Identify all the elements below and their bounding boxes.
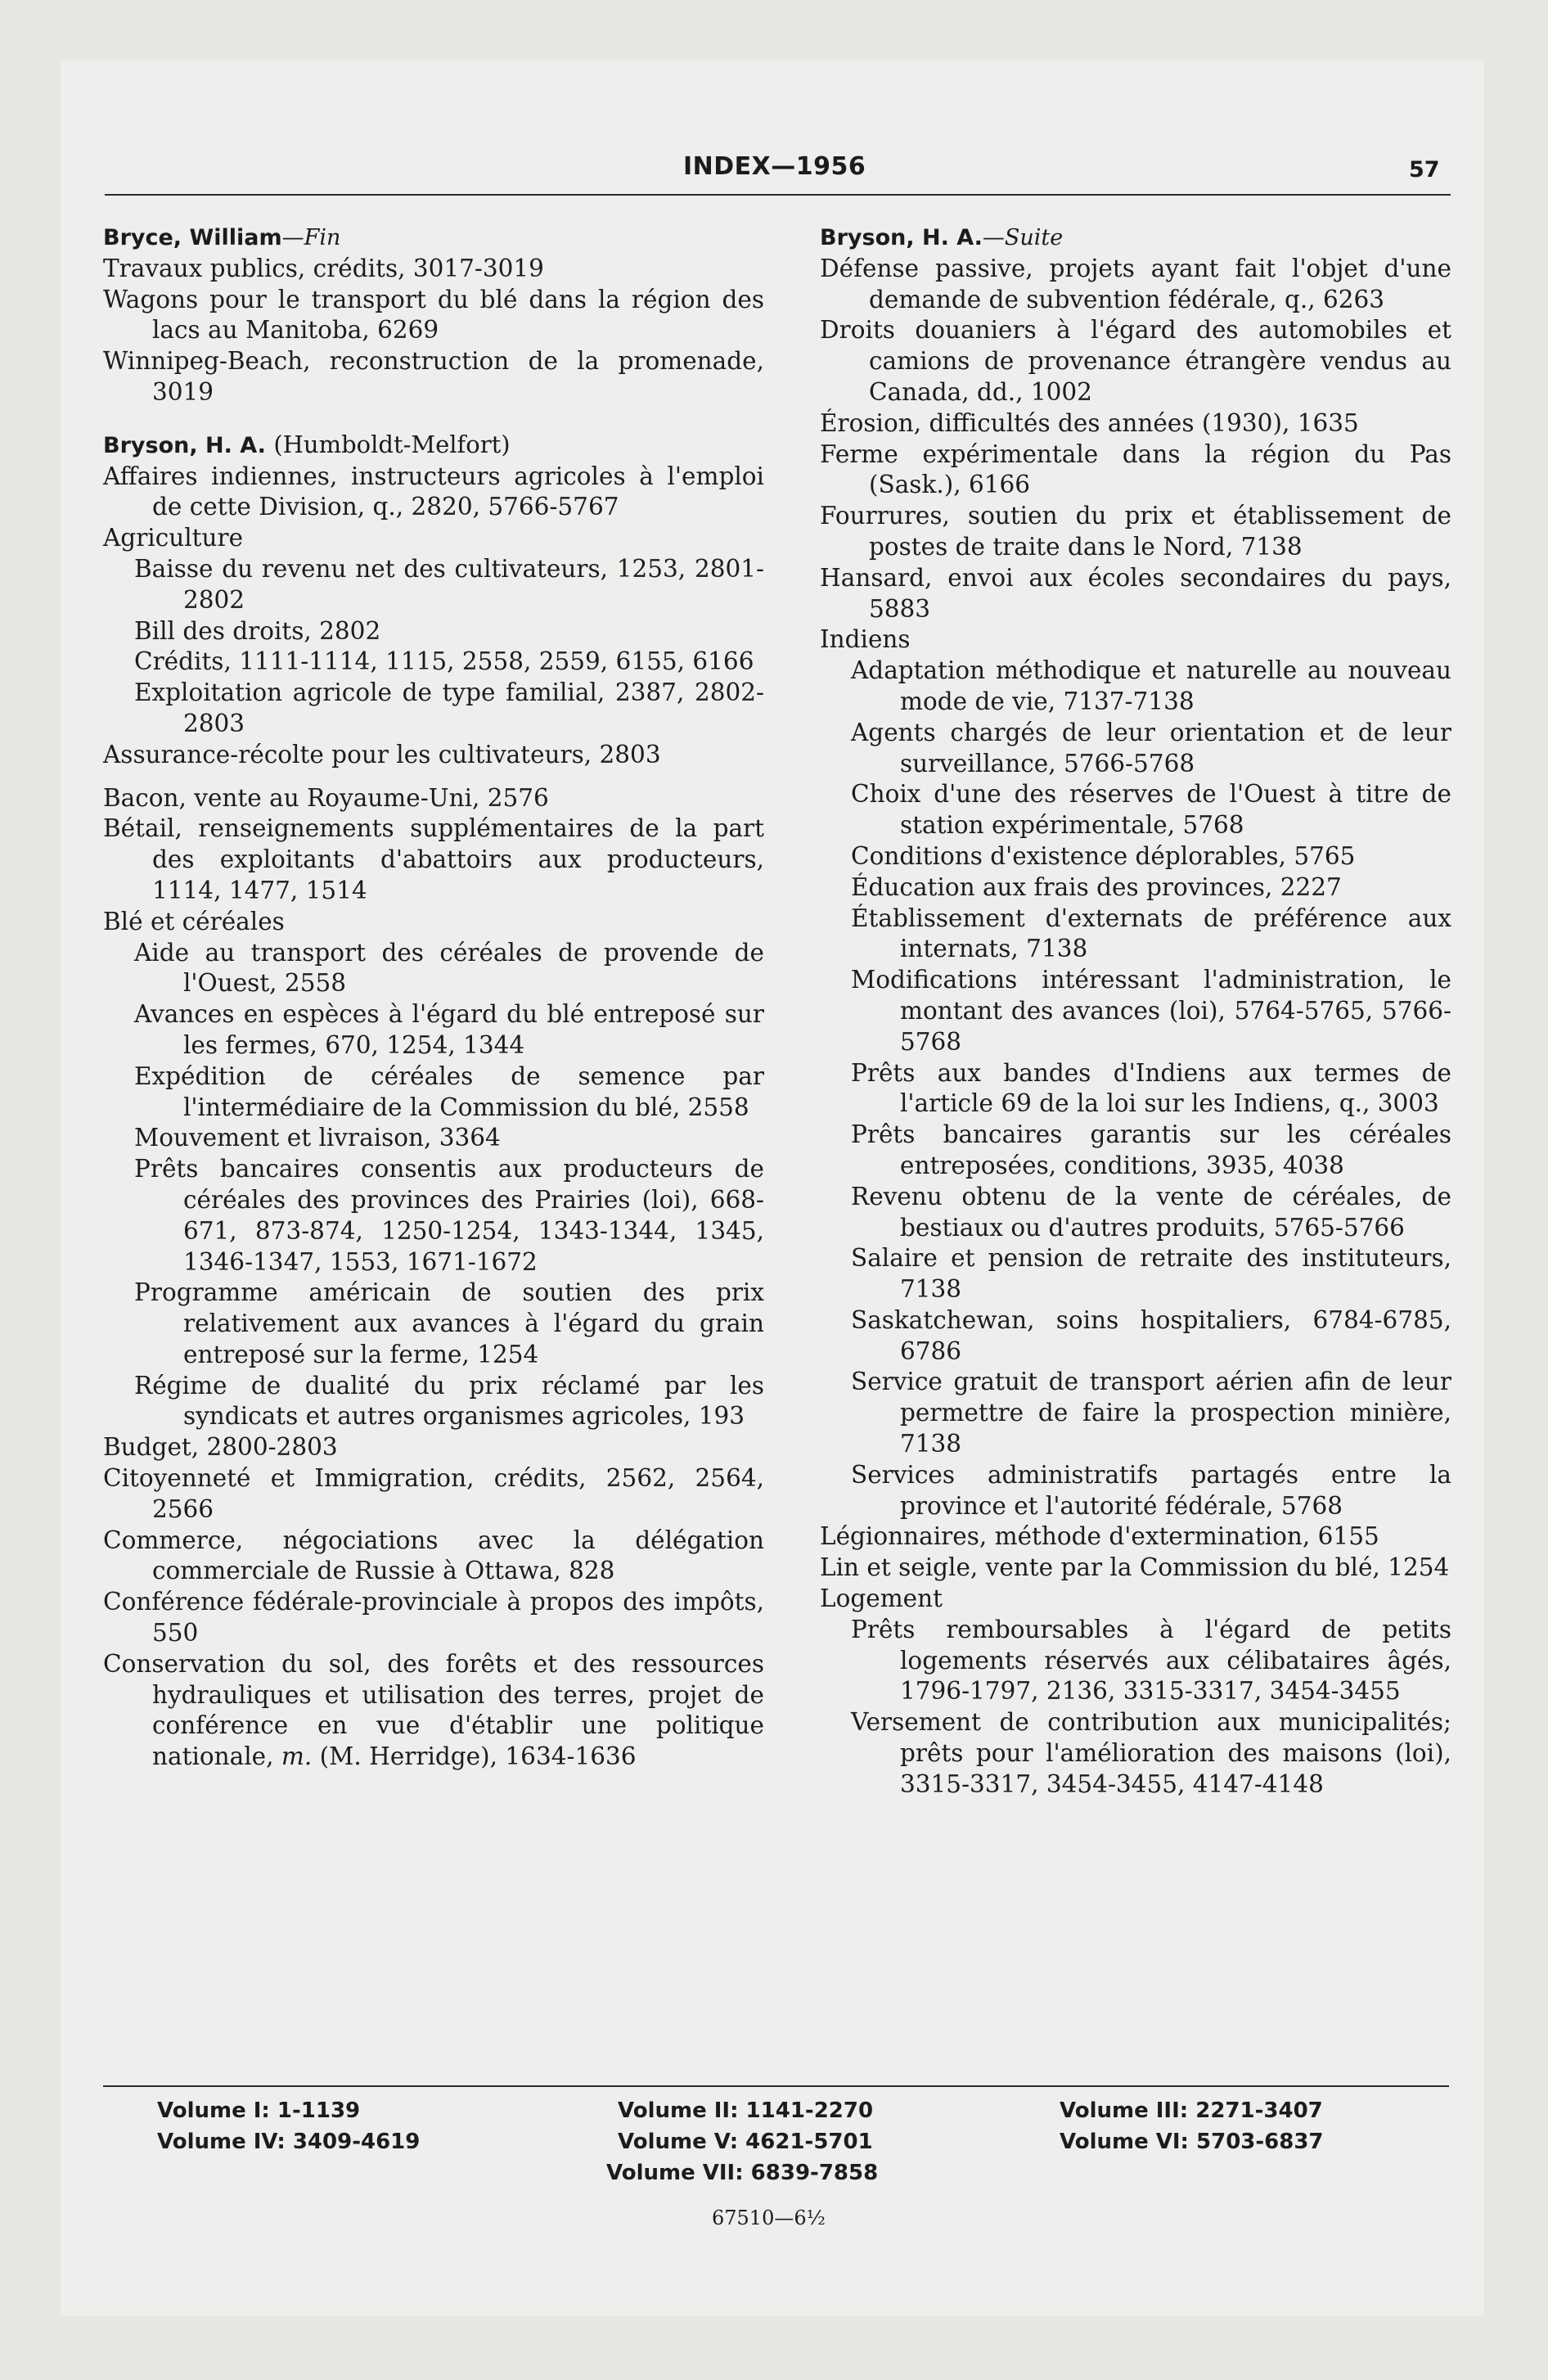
entry-text: Aide au transport des céréales de provende de l'Ouest, 2558 <box>134 938 764 998</box>
entry-text: Adaptation méthodique et naturelle au nouveau mode de vie, 7137-7138 <box>851 656 1451 715</box>
index-subentry <box>134 938 764 1000</box>
heading-suffix: —Fin <box>281 225 341 250</box>
heading-suffix: (Humboldt-Melfort) <box>273 430 511 458</box>
entry-text: Logement <box>820 1584 943 1613</box>
index-subentry <box>851 718 1451 780</box>
index-subentry <box>851 1367 1451 1459</box>
entry-text: Conditions d'existence déplorables, 5765 <box>851 841 1356 870</box>
entry-text: Bétail, renseignements supplémentaires de la part des exploitants d'abattoirs aux producteurs, 1114, 1477, 1514 <box>103 814 764 904</box>
entry-text: Prêts remboursables à l'égard de petits logements réservés aux célibataires âgés, 1796-1797, 2136, 3315-3317, 3454-3455 <box>851 1615 1451 1706</box>
entry-text: Modifications intéressant l'administration, le montant des avances (loi), 5764-5765, 5766-5768 <box>851 966 1451 1056</box>
entry-text: Conférence fédérale-provinciale à propos des impôts, 550 <box>103 1588 764 1648</box>
entry-text: Winnipeg-Beach, reconstruction de la promenade, 3019 <box>103 347 764 406</box>
index-heading <box>103 430 764 462</box>
index-subentry <box>134 999 764 1062</box>
entry-text: Fourrures, soutien du prix et établissement de postes de traite dans le Nord, 7138 <box>820 502 1451 561</box>
index-subentry <box>134 554 764 616</box>
entry-text: Choix d'une des réserves de l'Ouest à titre de station expérimentale, 5768 <box>851 780 1451 840</box>
index-subentry <box>134 647 764 678</box>
index-subentry <box>134 1123 764 1154</box>
index-subentry <box>851 1305 1451 1368</box>
heading-name: Bryce, William <box>103 225 282 250</box>
header-rule <box>105 194 1451 196</box>
index-subentry <box>134 1062 764 1124</box>
entry-text: Mouvement et livraison, 3364 <box>134 1124 501 1152</box>
entry-text: Prêts aux bandes d'Indiens aux termes de l'article 69 de la loi sur les Indiens, q., 3003 <box>851 1058 1451 1118</box>
footer-rule <box>103 2085 1449 2087</box>
index-subentry <box>851 872 1451 904</box>
index-subentry <box>851 656 1451 718</box>
volume-range-7: Volume VII: 6839-7858 <box>606 2161 879 2185</box>
index-entry <box>820 624 1451 656</box>
index-subentry <box>134 1371 764 1433</box>
volume-range-1: Volume I: 1-1139 <box>157 2098 361 2123</box>
entry-text: Blé et céréales <box>103 907 285 935</box>
index-entry <box>103 254 764 285</box>
entry-text: Bacon, vente au Royaume-Uni, 2576 <box>103 783 549 812</box>
running-header-title: INDEX—1956 <box>683 152 866 181</box>
index-subentry <box>851 1243 1451 1305</box>
index-entry <box>103 523 764 554</box>
index-entry <box>820 1521 1451 1553</box>
entry-text: Citoyenneté et Immigration, crédits, 2562, 2564, 2566 <box>103 1464 764 1523</box>
index-entry <box>820 315 1451 408</box>
index-subentry <box>851 904 1451 966</box>
volume-range-3: Volume III: 2271-3407 <box>1060 2098 1323 2123</box>
index-subentry <box>134 1154 764 1278</box>
entry-text: Ferme expérimentale dans la région du Pas (Sask.), 6166 <box>820 439 1451 499</box>
entry-tail: (M. Herridge), 1634-1636 <box>312 1742 637 1771</box>
volume-range-4: Volume IV: 3409-4619 <box>157 2130 421 2154</box>
entry-text: Conservation du sol, des forêts et des ressources hydrauliques et utilisation des terres, projet de conférence en vue d'établir une politique nationale, <box>103 1649 764 1771</box>
page-number: 57 <box>1409 157 1440 183</box>
entry-text: Saskatchewan, soins hospitaliers, 6784-6785, 6786 <box>851 1305 1451 1365</box>
entry-text: Exploitation agricole de type familial, 2387, 2802-2803 <box>134 678 764 737</box>
index-heading <box>820 223 1451 254</box>
entry-abbrev: m. <box>281 1742 313 1771</box>
entry-text: Agriculture <box>103 524 244 552</box>
index-subentry <box>134 616 764 647</box>
index-entry <box>820 439 1451 502</box>
index-subentry <box>851 1120 1451 1182</box>
index-entry <box>820 1553 1451 1584</box>
index-entry <box>820 563 1451 625</box>
entry-text: Baisse du revenu net des cultivateurs, 1253, 2801-2802 <box>134 554 764 614</box>
entry-text: Régime de dualité du prix réclamé par les syndicats et autres organismes agricoles, 193 <box>134 1371 764 1431</box>
entry-text: Crédits, 1111-1114, 1115, 2558, 2559, 6155, 6166 <box>134 647 754 676</box>
entry-text: Érosion, difficultés des années (1930), 1635 <box>820 408 1359 437</box>
heading-name: Bryson, H. A. <box>820 225 983 250</box>
index-entry <box>820 408 1451 439</box>
volume-range-5: Volume V: 4621-5701 <box>618 2130 873 2154</box>
entry-text: Droits douaniers à l'égard des automobiles et camions de provenance étrangère vendus au Canada, dd., 1002 <box>820 316 1451 406</box>
entry-text: Prêts bancaires garantis sur les céréales entreposées, conditions, 3935, 4038 <box>851 1120 1451 1179</box>
entry-text: Programme américain de soutien des prix relativement aux avances à l'égard du grain entreposé sur la ferme, 1254 <box>134 1278 764 1368</box>
index-subentry <box>851 841 1451 872</box>
index-entry <box>103 1526 764 1588</box>
index-entry <box>820 254 1451 316</box>
index-subentry <box>851 779 1451 841</box>
index-entry <box>103 462 764 524</box>
index-entry <box>820 501 1451 563</box>
entry-text: Budget, 2800-2803 <box>103 1433 338 1462</box>
entry-text: Commerce, négociations avec la délégation commerciale de Russie à Ottawa, 828 <box>103 1526 764 1585</box>
index-subentry <box>851 1707 1451 1800</box>
entry-text: Indiens <box>820 625 911 654</box>
index-entry <box>103 1649 764 1773</box>
heading-name: Bryson, H. A. <box>103 432 266 458</box>
entry-text: Wagons pour le transport du blé dans la région des lacs au Manitoba, 6269 <box>103 285 764 345</box>
left-column <box>103 223 764 1773</box>
entry-text: Bill des droits, 2802 <box>134 616 381 645</box>
index-subentry <box>851 965 1451 1057</box>
entry-text: Salaire et pension de retraite des instituteurs, 7138 <box>851 1244 1451 1304</box>
heading-suffix: —Suite <box>982 225 1064 250</box>
index-subentry <box>851 1182 1451 1244</box>
entry-text: Légionnaires, méthode d'extermination, 6155 <box>820 1522 1379 1551</box>
index-entry <box>103 814 764 906</box>
index-subentry <box>851 1615 1451 1707</box>
entry-text: Revenu obtenu de la vente de céréales, de bestiaux ou d'autres produits, 5765-5766 <box>851 1182 1451 1242</box>
index-entry <box>103 1432 764 1463</box>
index-entry <box>103 783 764 814</box>
entry-text: Affaires indiennes, instructeurs agricoles à l'emploi de cette Division, q., 2820, 5766-5767 <box>103 462 764 521</box>
entry-text: Travaux publics, crédits, 3017-3019 <box>103 254 544 282</box>
index-subentry <box>851 1058 1451 1120</box>
index-entry <box>103 1463 764 1526</box>
index-entry <box>103 1587 764 1649</box>
print-code: 67510—6½ <box>712 2206 826 2229</box>
index-entry <box>103 740 764 771</box>
index-entry <box>103 907 764 938</box>
entry-text: Hansard, envoi aux écoles secondaires du pays, 5883 <box>820 563 1451 623</box>
volume-range-2: Volume II: 1141-2270 <box>618 2098 874 2123</box>
entry-text: Services administratifs partagés entre la province et l'autorité fédérale, 5768 <box>851 1460 1451 1520</box>
volume-range-6: Volume VI: 5703-6837 <box>1060 2130 1324 2154</box>
index-subentry <box>851 1460 1451 1522</box>
entry-text: Établissement d'externats de préférence aux internats, 7138 <box>851 904 1451 963</box>
entry-text: Assurance-récolte pour les cultivateurs, 2803 <box>103 740 661 769</box>
index-entry <box>103 346 764 408</box>
index-entry <box>820 1584 1451 1615</box>
index-entry <box>103 285 764 347</box>
entry-text: Versement de contribution aux municipalités; prêts pour l'amélioration des maisons (loi), 3315-3317, 3454-3455, 4147-4148 <box>851 1708 1451 1798</box>
entry-text: Éducation aux frais des provinces, 2227 <box>851 872 1342 901</box>
entry-text: Expédition de céréales de semence par l'intermédiaire de la Commission du blé, 2558 <box>134 1062 764 1121</box>
index-heading <box>103 223 764 254</box>
entry-text: Agents chargés de leur orientation et de leur surveillance, 5766-5768 <box>851 718 1451 778</box>
entry-text: Prêts bancaires consentis aux producteurs de céréales des provinces des Prairies (loi), 668-671, 873-874, 1250-1254, 1343-1344, 1345, 1346-1347, 1553, 1671-1672 <box>134 1155 764 1276</box>
entry-text: Service gratuit de transport aérien afin de leur permettre de faire la prospection minière, 7138 <box>851 1368 1451 1458</box>
entry-text: Lin et seigle, vente par la Commission du blé, 1254 <box>820 1553 1450 1582</box>
entry-text: Défense passive, projets ayant fait l'objet d'une demande de subvention fédérale, q., 6263 <box>820 254 1451 313</box>
right-column <box>820 223 1451 1801</box>
index-subentry <box>134 1278 764 1370</box>
index-subentry <box>134 678 764 740</box>
entry-text: Avances en espèces à l'égard du blé entreposé sur les fermes, 670, 1254, 1344 <box>134 1000 764 1059</box>
